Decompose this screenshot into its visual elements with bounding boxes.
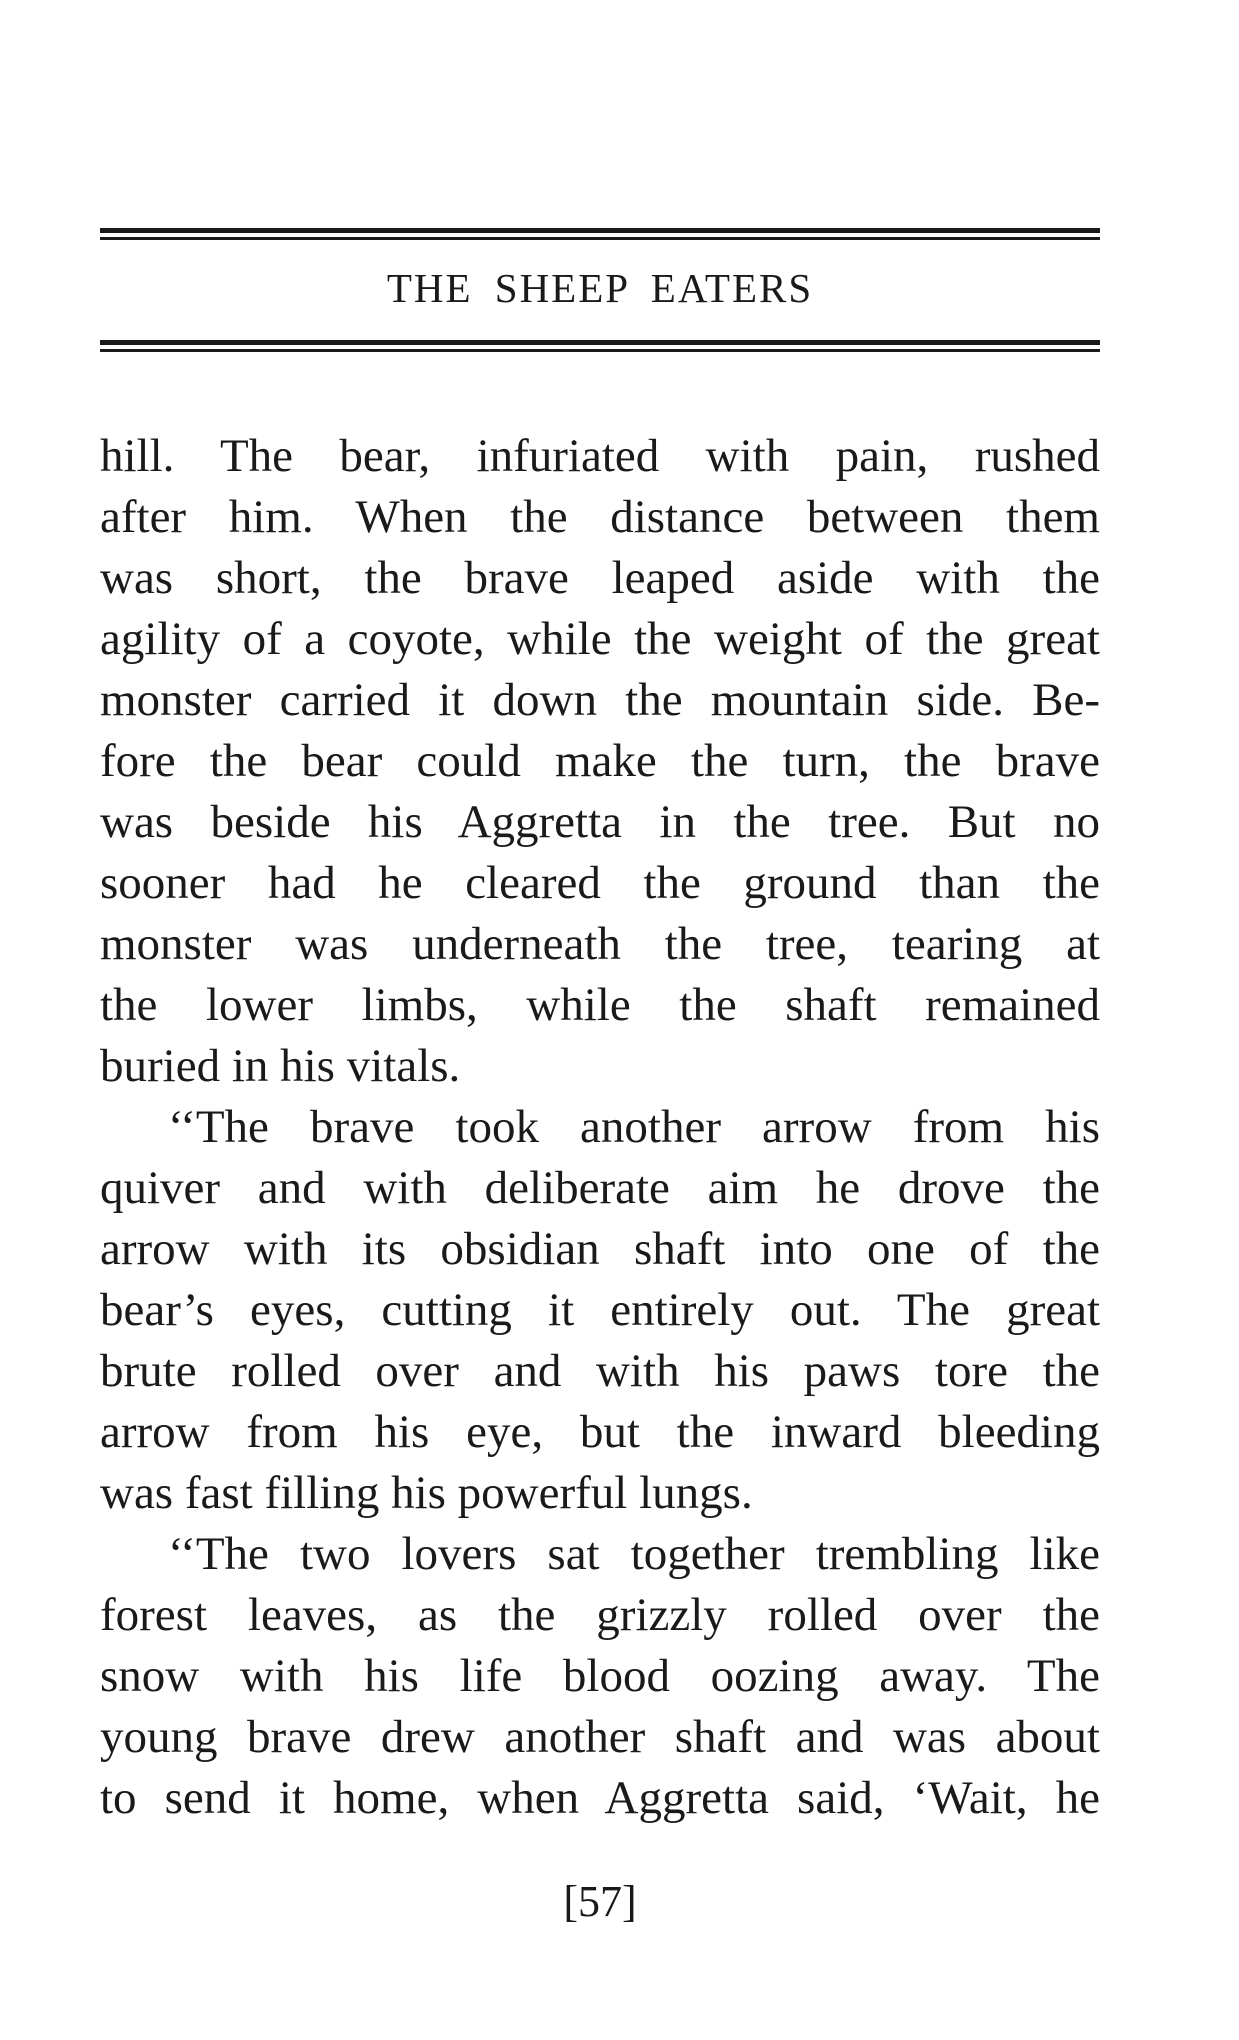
text-line: snow with his life blood oozing away. The <box>100 1650 1100 1702</box>
text-line: forest leaves, as the grizzly rolled over the <box>100 1589 1100 1641</box>
text-line: buried in his vitals. <box>100 1040 461 1092</box>
text-line: was beside his Aggretta in the tree. But no <box>100 796 1100 848</box>
text-line: was short, the brave leaped aside with the <box>100 552 1100 604</box>
text-line: quiver and with deliberate aim he drove the <box>100 1162 1100 1214</box>
text-line: after him. When the distance between them <box>100 491 1100 543</box>
text-line: arrow from his eye, but the inward bleeding <box>100 1406 1100 1458</box>
text-line: agility of a coyote, while the weight of the great <box>100 613 1100 665</box>
rule-thin <box>100 237 1100 240</box>
page-number: [57] <box>563 1877 637 1926</box>
text-line: fore the bear could make the turn, the brave <box>100 735 1100 787</box>
header-bottom-double-rule <box>100 340 1100 354</box>
running-title: THE SHEEP EATERS <box>386 265 814 311</box>
text-line: bear’s eyes, cutting it entirely out. The great <box>100 1284 1100 1336</box>
paragraph-3 <box>100 1524 1100 1829</box>
text-line: to send it home, when Aggretta said, ‘Wait, he <box>100 1772 1100 1824</box>
paragraph-1 <box>100 426 1100 1097</box>
text-line: was fast filling his powerful lungs. <box>100 1467 753 1519</box>
rule-thick <box>100 228 1100 233</box>
header-top-double-rule <box>100 228 1100 242</box>
text-line: brute rolled over and with his paws tore the <box>100 1345 1100 1397</box>
text-line: young brave drew another shaft and was about <box>100 1711 1100 1763</box>
text-line: ‘‘The two lovers sat together trembling like <box>168 1528 1100 1580</box>
text-line: ‘‘The brave took another arrow from his <box>168 1101 1100 1153</box>
text-line: the lower limbs, while the shaft remained <box>100 979 1100 1031</box>
paragraph-2 <box>100 1097 1100 1524</box>
text-line: monster was underneath the tree, tearing at <box>100 918 1100 970</box>
rule-thick <box>100 340 1100 345</box>
body-text <box>100 426 1100 1829</box>
text-line: monster carried it down the mountain side. Be- <box>100 674 1100 726</box>
text-line: sooner had he cleared the ground than the <box>100 857 1100 909</box>
text-line: hill. The bear, infuriated with pain, rushed <box>100 430 1100 482</box>
rule-thin <box>100 349 1100 352</box>
text-line: arrow with its obsidian shaft into one of the <box>100 1223 1100 1275</box>
